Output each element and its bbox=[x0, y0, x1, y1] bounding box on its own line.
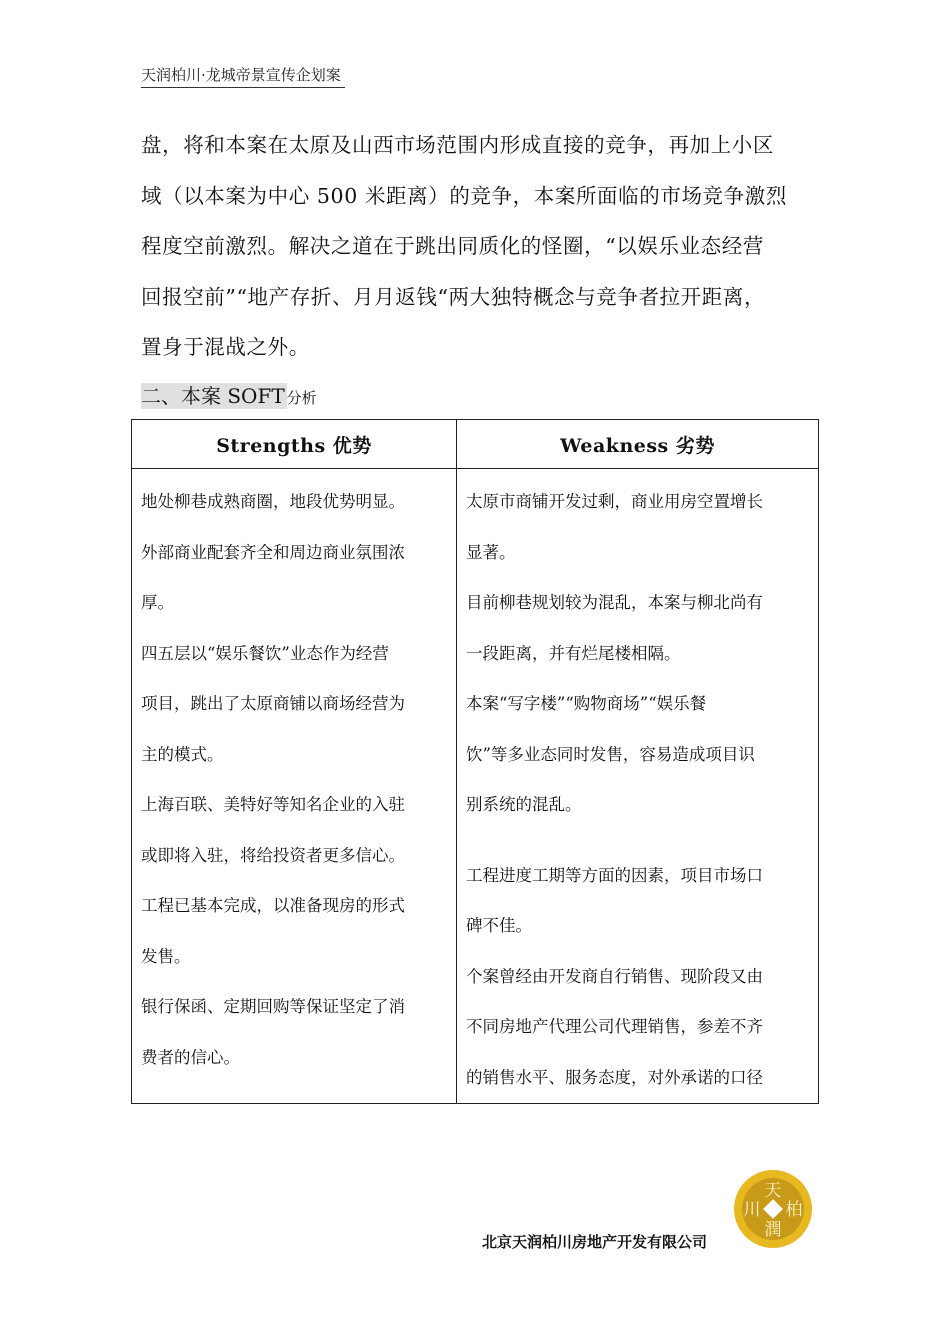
intro-paragraph bbox=[141, 120, 831, 373]
strength-line: 项目，跳出了太原商铺以商场经营为 bbox=[141, 694, 405, 713]
weakness-cell bbox=[457, 469, 819, 1104]
strength-line: 银行保函、定期回购等保证坚定了消 bbox=[141, 997, 405, 1016]
weakness-line: 本案“写字楼”“购物商场”“娱乐餐 bbox=[466, 694, 707, 713]
weakness-line: 个案曾经由开发商自行销售、现阶段又由 bbox=[466, 966, 763, 986]
weakness-line: 碑不佳。 bbox=[466, 916, 532, 935]
swot-table bbox=[131, 419, 819, 1104]
document-header: 天润柏川·龙城帝景宣传企划案 bbox=[141, 64, 345, 88]
strength-line: 费者的信心。 bbox=[141, 1047, 240, 1067]
weakness-line: 显著。 bbox=[466, 542, 516, 562]
section-heading-suffix: 分析 bbox=[286, 389, 317, 407]
weakness-line: 太原市商铺开发过剩，商业用房空置增长 bbox=[466, 492, 763, 511]
strengths-header: Strengths 优势 bbox=[132, 420, 457, 469]
strength-line: 上海百联、美特好等知名企业的入驻 bbox=[141, 795, 405, 814]
weakness-line: 工程进度工期等方面的因素，项目市场口 bbox=[466, 865, 763, 885]
logo-char: 潤 bbox=[764, 1220, 782, 1240]
footer-company-name: 北京天润柏川房地产开发有限公司 bbox=[482, 1233, 708, 1251]
strength-line: 外部商业配套齐全和周边商业氛围浓 bbox=[141, 542, 405, 562]
logo-char: 川 bbox=[743, 1200, 761, 1220]
strength-line: 四五层以“娱乐餐饮”业态作为经营 bbox=[141, 643, 389, 663]
strength-line: 或即将入驻，将给投资者更多信心。 bbox=[141, 845, 405, 865]
weakness-line: 别系统的混乱。 bbox=[466, 795, 582, 814]
strength-line: 地处柳巷成熟商圈，地段优势明显。 bbox=[141, 492, 405, 511]
weakness-line: 不同房地产代理公司代理销售，参差不齐 bbox=[466, 1017, 763, 1036]
intro-line: 回报空前”“地产存折、月月返钱“两大独特概念与竞争者拉开距离， bbox=[141, 284, 766, 309]
intro-line: 置身于混战之外。 bbox=[141, 335, 310, 359]
intro-line: 域（以本案为中心 500 米距离）的竞争，本案所面临的市场竞争激烈 bbox=[141, 183, 787, 208]
weakness-line: 一段距离，并有烂尾楼相隔。 bbox=[466, 643, 681, 663]
section-heading-main: 二、本案 SOFT bbox=[141, 384, 285, 408]
strength-line: 工程已基本完成，以准备现房的形式 bbox=[141, 896, 405, 915]
strengths-cell bbox=[132, 469, 457, 1104]
intro-line: 程度空前激烈。解决之道在于跳出同质化的怪圈，“以娱乐业态经营 bbox=[141, 234, 764, 258]
strength-line: 厚。 bbox=[141, 593, 174, 612]
weakness-line: 的销售水平、服务态度，对外承诺的口径 bbox=[466, 1067, 763, 1087]
logo-char: 天 bbox=[764, 1181, 782, 1201]
strength-line: 主的模式。 bbox=[141, 744, 224, 764]
weakness-line: 目前柳巷规划较为混乱，本案与柳北尚有 bbox=[466, 593, 763, 612]
weakness-line: 饮”等多业态同时发售，容易造成项目识 bbox=[466, 744, 755, 764]
logo-char: 柏 bbox=[785, 1200, 803, 1220]
strength-line: 发售。 bbox=[141, 946, 191, 966]
weakness-header: Weakness 劣势 bbox=[457, 420, 819, 469]
company-logo bbox=[733, 1169, 813, 1249]
intro-line: 盘，将和本案在太原及山西市场范围内形成直接的竞争，再加上小区 bbox=[141, 133, 774, 157]
section-heading bbox=[141, 380, 317, 409]
